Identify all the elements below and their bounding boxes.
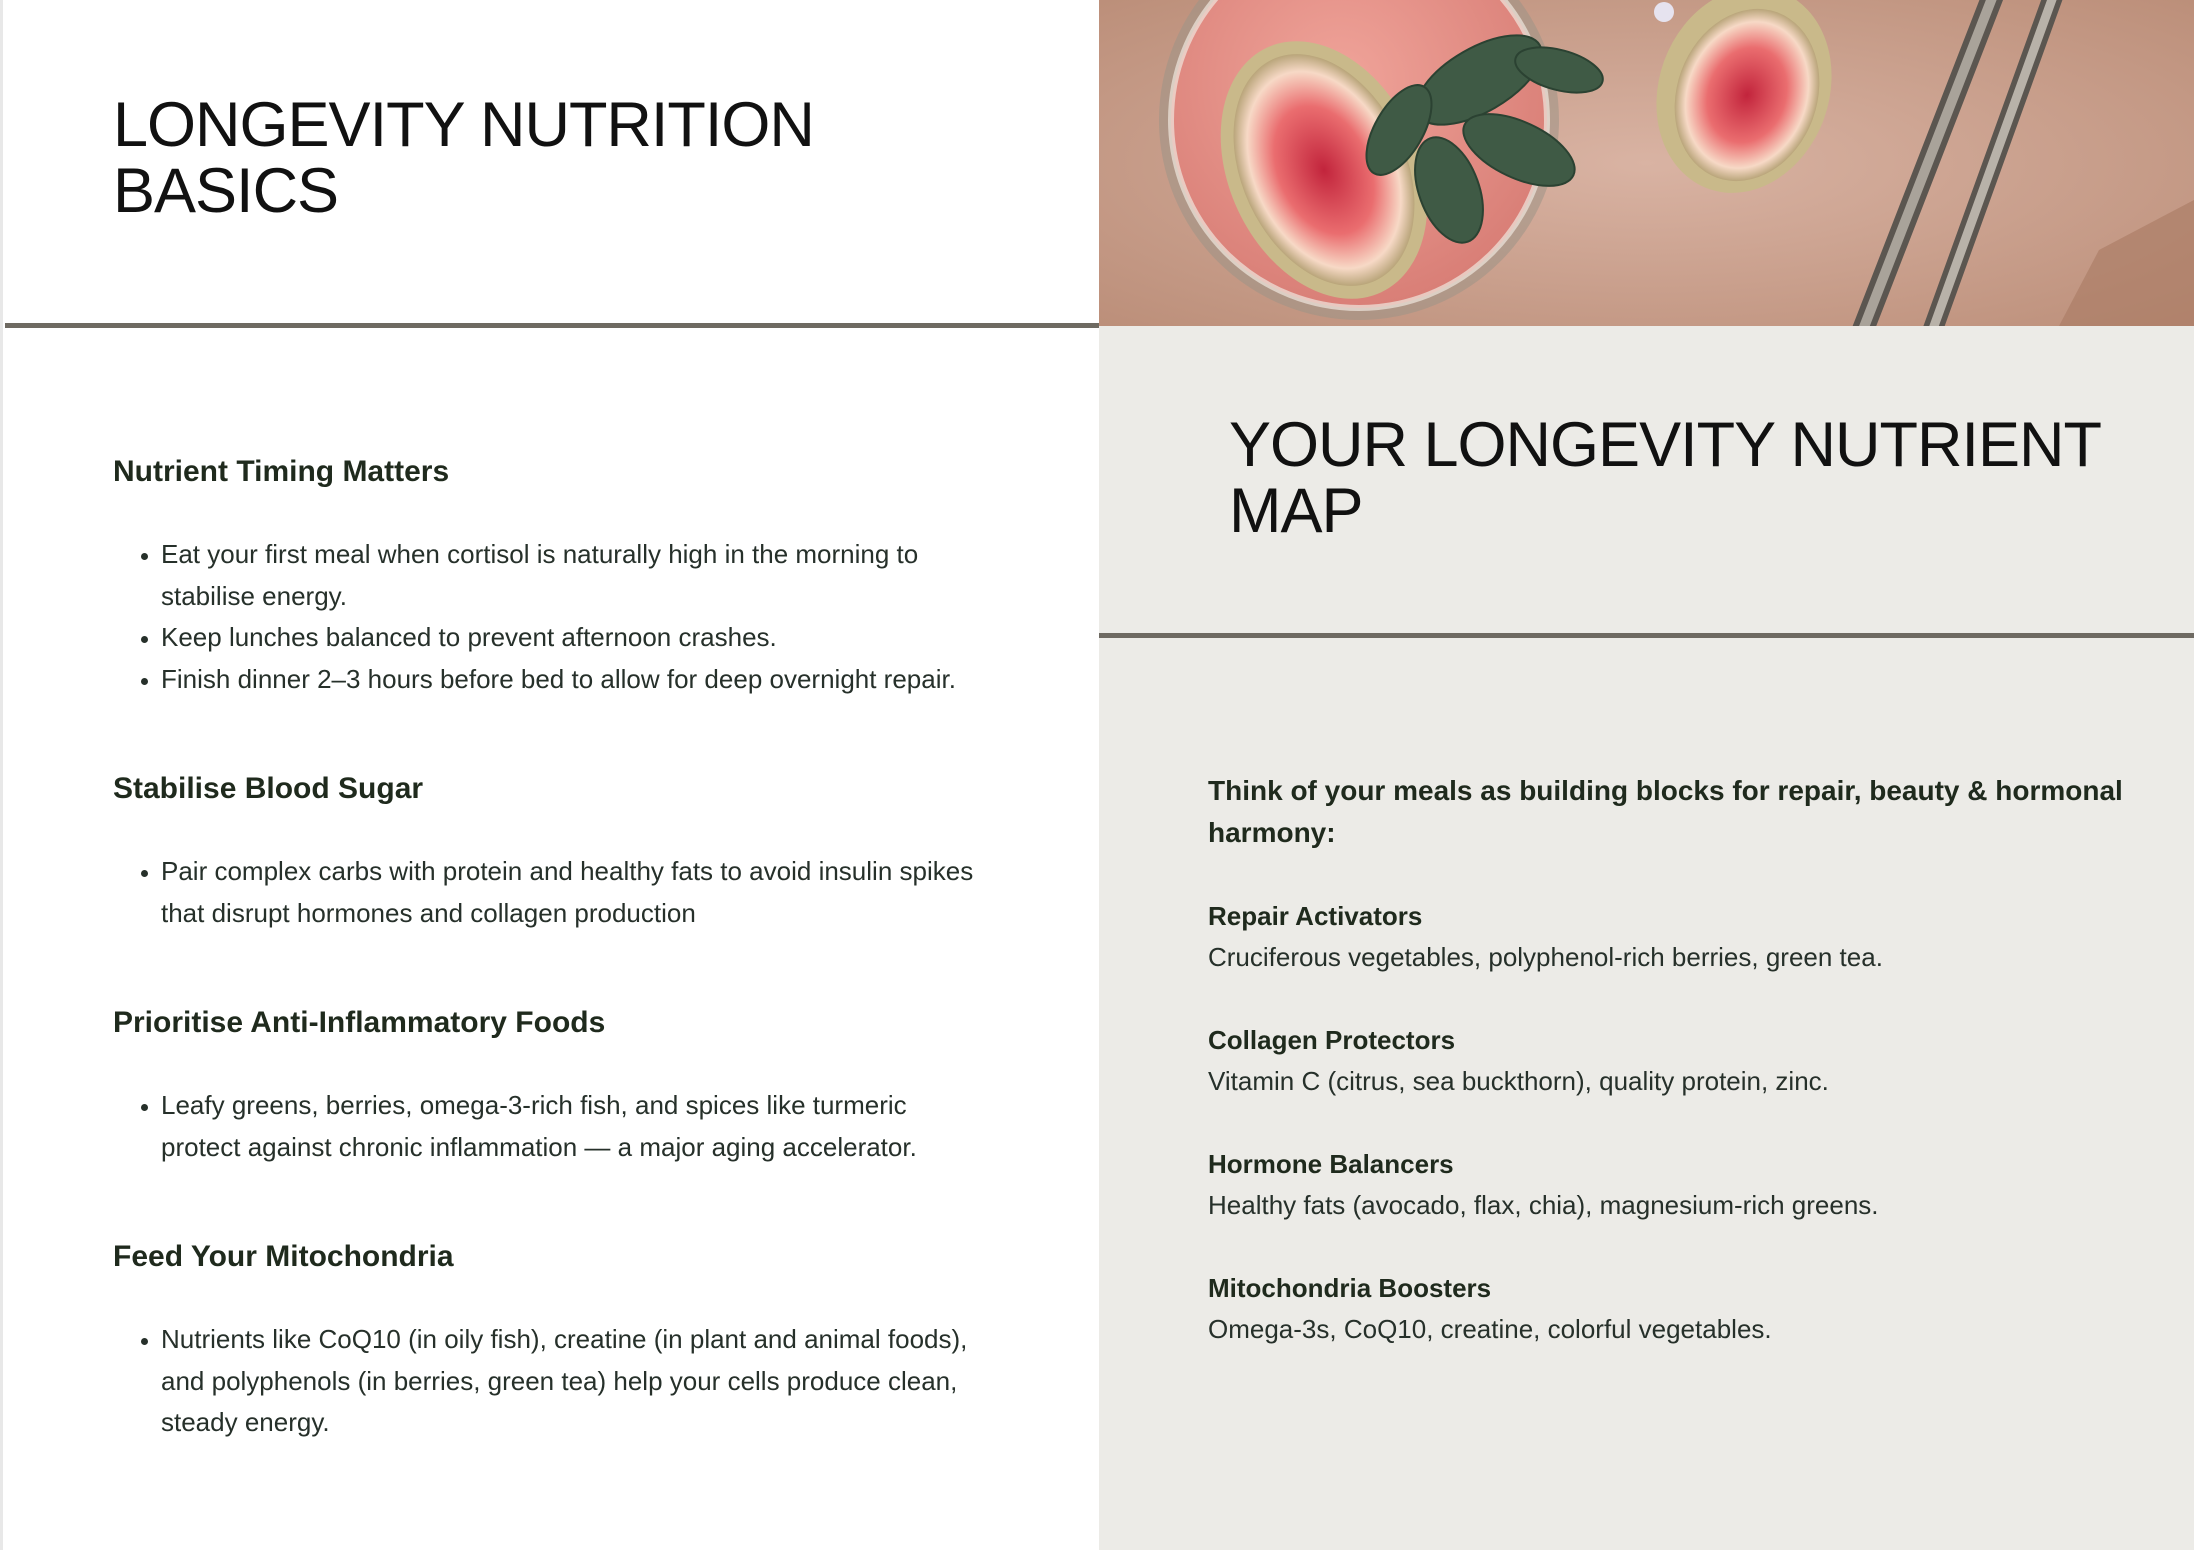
nutrient-item-hormone xyxy=(1208,1144,2138,1226)
photo-illustration xyxy=(1099,0,2194,326)
bullet-list xyxy=(113,1085,993,1168)
section-title-line1: YOUR LONGEVITY NUTRIENT xyxy=(1229,410,2101,480)
section-heading: Prioritise Anti-Inflammatory Foods xyxy=(113,1006,606,1039)
nutrient-title: Collagen Protectors xyxy=(1208,1025,1456,1055)
nutrient-desc: Healthy fats (avocado, flax, chia), magnesium-rich greens. xyxy=(1208,1190,1879,1220)
list-item: • Finish dinner 2–3 hours before bed to allow for deep overnight repair. xyxy=(161,659,993,701)
bullet-list xyxy=(113,1319,993,1444)
list-item: • Leafy greens, berries, omega-3-rich fish, and spices like turmeric protect against chronic inflammation — a major aging accelerator. xyxy=(161,1085,993,1168)
list-item: • Pair complex carbs with protein and healthy fats to avoid insulin spikes that disrupt hormones and collagen production xyxy=(161,851,993,934)
nutrient-item-repair xyxy=(1208,896,2138,978)
fig-drink-photo xyxy=(1099,0,2194,326)
page-title xyxy=(113,92,1013,224)
section-blood-sugar xyxy=(113,769,993,934)
list-item: • Keep lunches balanced to prevent afternoon crashes. xyxy=(161,617,993,659)
nutrient-desc: Omega-3s, CoQ10, creatine, colorful vegetables. xyxy=(1208,1314,1772,1344)
bullet-list xyxy=(113,851,993,934)
section-nutrient-timing xyxy=(113,452,993,700)
section-heading: Feed Your Mitochondria xyxy=(113,1240,454,1273)
nutrient-title: Hormone Balancers xyxy=(1208,1149,1454,1179)
section-heading: Stabilise Blood Sugar xyxy=(113,772,424,805)
section-title-line2: MAP xyxy=(1229,476,1363,546)
nutrient-item-mitochondria xyxy=(1208,1268,2138,1350)
divider xyxy=(5,323,1099,328)
page-title-line1: LONGEVITY NUTRITION xyxy=(113,90,814,160)
page-title-line2: BASICS xyxy=(113,156,339,226)
list-item: • Eat your first meal when cortisol is naturally high in the morning to stabilise energy. xyxy=(161,534,993,617)
bullet-list xyxy=(113,534,993,700)
nutrient-item-collagen xyxy=(1208,1020,2138,1102)
section-anti-inflammatory xyxy=(113,1003,993,1168)
section-mitochondria xyxy=(113,1237,993,1444)
list-item: • Nutrients like CoQ10 (in oily fish), creatine (in plant and animal foods), and polyphenols (in berries, green tea) help your cells produce clean, steady energy. xyxy=(161,1319,993,1444)
section-heading: Nutrient Timing Matters xyxy=(113,455,450,488)
nutrient-desc: Vitamin C (citrus, sea buckthorn), quality protein, zinc. xyxy=(1208,1066,1829,1096)
right-column xyxy=(1099,0,2194,1550)
page-edge xyxy=(0,0,3,1550)
section-title xyxy=(1229,412,2129,544)
intro-text: Think of your meals as building blocks for repair, beauty & hormonal harmony: xyxy=(1208,775,2123,848)
nutrient-title: Mitochondria Boosters xyxy=(1208,1273,1492,1303)
divider xyxy=(1099,633,2194,638)
nutrient-title: Repair Activators xyxy=(1208,901,1423,931)
nutrient-desc: Cruciferous vegetables, polyphenol-rich berries, green tea. xyxy=(1208,942,1883,972)
